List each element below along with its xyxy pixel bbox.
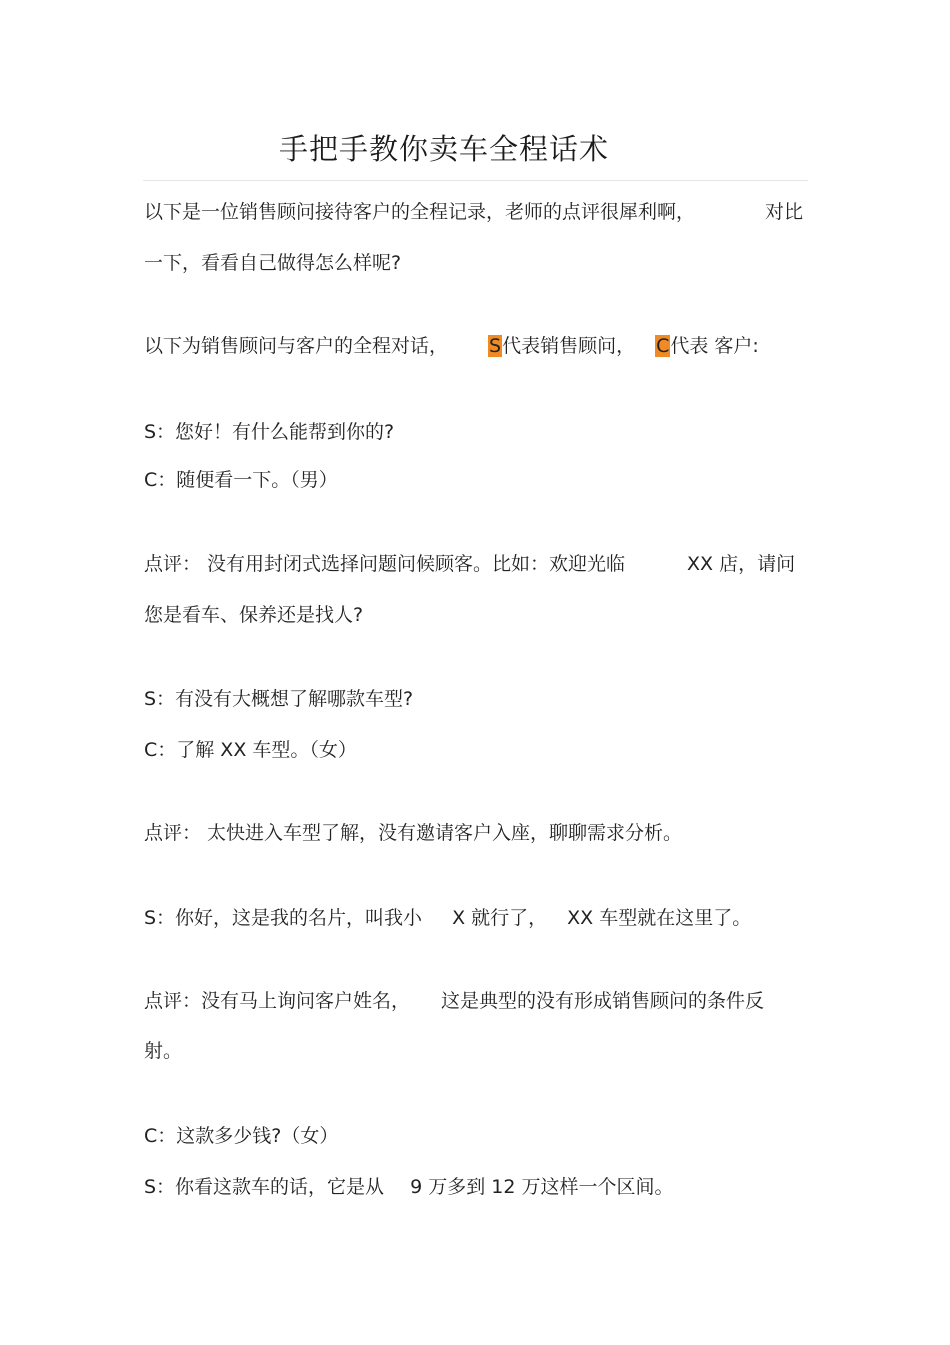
title-divider	[143, 180, 808, 181]
page-title: 手把手教你卖车全程话术	[278, 132, 609, 166]
legend-c-highlight: C	[656, 335, 670, 357]
dialog-line-s-3-part-1: S：你好，这是我的名片，叫我小	[144, 907, 423, 929]
dialog-line-s-3-part-2: X 就行了，	[452, 907, 548, 929]
legend-c-text: 代表 客户:	[670, 335, 759, 357]
dialog-line-s-3-part-3: XX 车型就在这里了。	[567, 907, 752, 929]
dialog-line-s-4	[144, 1174, 673, 1200]
legend-s-text: 代表销售顾问，	[502, 335, 636, 357]
dialog-line-c-3: C：这款多少钱?（女）	[144, 1125, 339, 1147]
comment-1-line-1: 点评： 没有用封闭式选择问题问候顾客。比如：欢迎光临	[144, 553, 626, 575]
comment-2: 点评： 太快进入车型了解，没有邀请客户入座，聊聊需求分析。	[144, 822, 683, 844]
dialog-line-c-2: C：了解 XX 车型。（女）	[144, 739, 357, 761]
intro-line-2: 一下，看看自己做得怎么样呢?	[144, 252, 402, 274]
legend-line	[144, 333, 759, 359]
dialog-line-c-1: C：随便看一下。（男）	[144, 469, 338, 491]
intro-line-1: 以下是一位销售顾问接待客户的全程记录，老师的点评很犀利啊，	[144, 201, 696, 223]
legend-prefix: 以下为销售顾问与客户的全程对话，	[144, 335, 449, 357]
intro-line-1-end: 对比	[765, 201, 804, 223]
dialog-line-s-3	[144, 905, 751, 931]
dialog-line-s-1: S：您好！有什么能帮到你的?	[144, 421, 395, 443]
comment-1-line-2: 您是看车、保养还是找人?	[144, 604, 364, 626]
dialog-line-s-2: S：有没有大概想了解哪款车型?	[144, 688, 414, 710]
dialog-line-s-4-part-1: S：你看这款车的话，它是从	[144, 1176, 385, 1198]
comment-3-line-1-end: 这是典型的没有形成销售顾问的条件反	[441, 990, 765, 1012]
comment-3-line-2: 射。	[144, 1040, 183, 1062]
comment-3-line-1: 点评：没有马上询问客户姓名，	[144, 990, 411, 1012]
legend-s-highlight: S	[489, 335, 502, 357]
comment-1-line-1-end: XX 店，请问	[687, 553, 796, 575]
dialog-line-s-4-part-2: 9 万多到 12 万这样一个区间。	[410, 1176, 674, 1198]
